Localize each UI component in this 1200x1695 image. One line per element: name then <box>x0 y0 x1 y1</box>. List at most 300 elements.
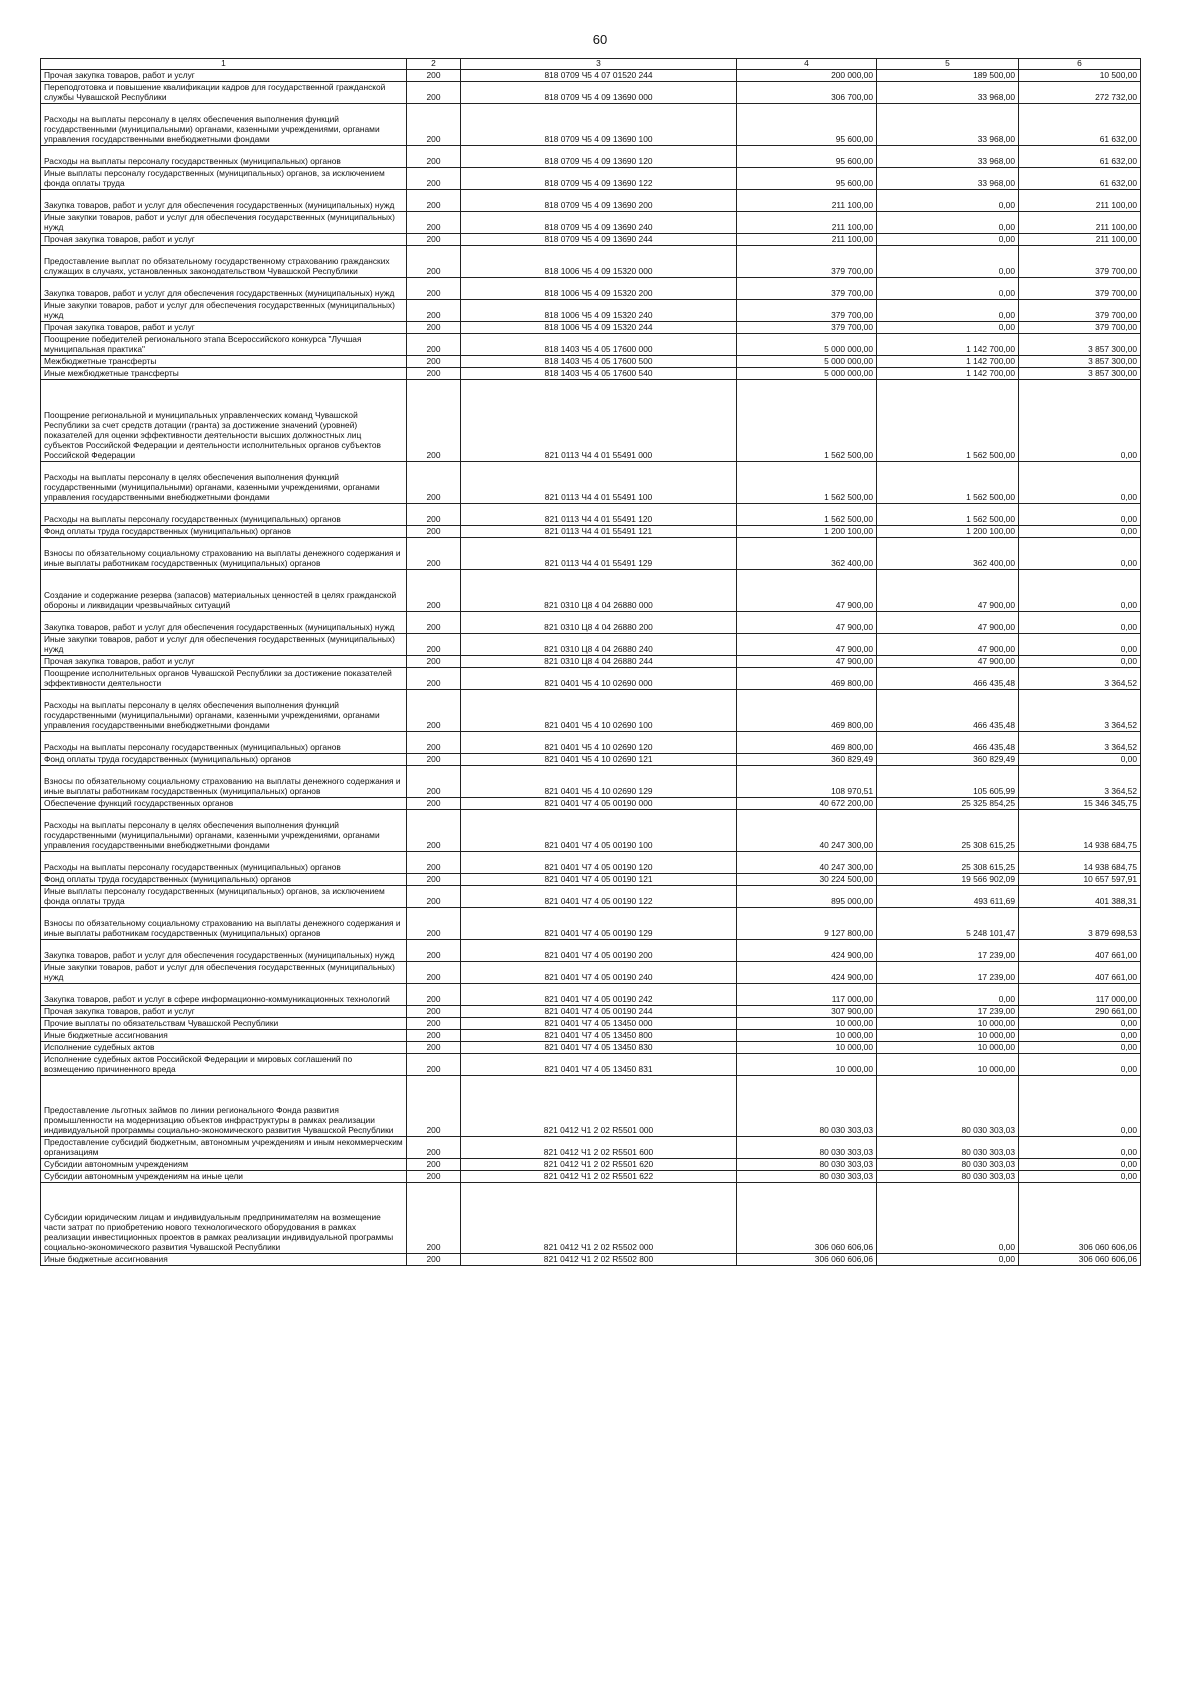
row-name-cell: Иные бюджетные ассигнования <box>41 1253 407 1265</box>
row-value-col5-cell: 493 611,69 <box>877 885 1019 907</box>
row-value-col6-cell: 0,00 <box>1019 655 1141 667</box>
row-value-col6-cell: 14 938 684,75 <box>1019 809 1141 851</box>
table-row <box>41 189 1141 211</box>
row-name-cell: Прочая закупка товаров, работ и услуг <box>41 655 407 667</box>
row-flag-cell: 200 <box>407 379 461 461</box>
row-name-cell: Фонд оплаты труда государственных (муниципальных) органов <box>41 525 407 537</box>
row-code-cell: 821 0401 Ч7 4 05 00190 122 <box>461 885 737 907</box>
row-flag-cell: 200 <box>407 1053 461 1075</box>
row-value-col4-cell: 10 000,00 <box>737 1041 877 1053</box>
row-value-col5-cell: 47 900,00 <box>877 611 1019 633</box>
row-name-cell: Закупка товаров, работ и услуг для обеспечения государственных (муниципальных) нужд <box>41 611 407 633</box>
row-value-col4-cell: 47 900,00 <box>737 611 877 633</box>
row-value-col5-cell: 1 562 500,00 <box>877 503 1019 525</box>
page-number: 60 <box>592 32 608 47</box>
row-value-col4-cell: 117 000,00 <box>737 983 877 1005</box>
row-name-cell: Предоставление льготных займов по линии регионального Фонда развития промышленности на модернизацию объектов инфраструктуры в рамках реализации индивидуальной программы социально-экономического развития Чувашской Республики <box>41 1075 407 1136</box>
column-header: 4 <box>737 59 877 70</box>
table-row <box>41 145 1141 167</box>
row-value-col5-cell: 1 142 700,00 <box>877 355 1019 367</box>
row-name-cell: Поощрение региональной и муниципальных управленческих команд Чувашской Республики за счет средств дотации (гранта) за достижение значений (уровней) показателей для оценки эффективности деятельности высших должностных лиц субъектов Российской Федерации и деятельности исполнительных органов субъектов Российской Федерации <box>41 379 407 461</box>
row-name-cell: Иные закупки товаров, работ и услуг для обеспечения государственных (муниципальных) нужд <box>41 633 407 655</box>
row-name-cell: Закупка товаров, работ и услуг для обеспечения государственных (муниципальных) нужд <box>41 189 407 211</box>
row-value-col6-cell: 3 857 300,00 <box>1019 333 1141 355</box>
row-value-col5-cell: 17 239,00 <box>877 961 1019 983</box>
row-value-col6-cell: 0,00 <box>1019 1158 1141 1170</box>
row-code-cell: 818 1403 Ч5 4 05 17600 500 <box>461 355 737 367</box>
row-value-col6-cell: 0,00 <box>1019 1017 1141 1029</box>
table-row <box>41 299 1141 321</box>
table-row <box>41 633 1141 655</box>
row-code-cell: 818 0709 Ч5 4 09 13690 122 <box>461 167 737 189</box>
row-value-col4-cell: 895 000,00 <box>737 885 877 907</box>
row-code-cell: 821 0401 Ч7 4 05 13450 800 <box>461 1029 737 1041</box>
column-header: 5 <box>877 59 1019 70</box>
row-code-cell: 818 1006 Ч5 4 09 15320 200 <box>461 277 737 299</box>
row-name-cell: Поощрение исполнительных органов Чувашской Республики за достижение показателей эффективности деятельности <box>41 667 407 689</box>
row-value-col5-cell: 19 566 902,09 <box>877 873 1019 885</box>
row-flag-cell: 200 <box>407 69 461 81</box>
row-value-col4-cell: 211 100,00 <box>737 233 877 245</box>
table-body <box>41 69 1141 1265</box>
table-row <box>41 69 1141 81</box>
row-code-cell: 821 0401 Ч7 4 05 00190 120 <box>461 851 737 873</box>
row-value-col4-cell: 80 030 303,03 <box>737 1158 877 1170</box>
table-row <box>41 961 1141 983</box>
row-name-cell: Прочая закупка товаров, работ и услуг <box>41 69 407 81</box>
row-flag-cell: 200 <box>407 355 461 367</box>
row-value-col4-cell: 40 247 300,00 <box>737 851 877 873</box>
row-value-col5-cell: 80 030 303,03 <box>877 1170 1019 1182</box>
row-value-col6-cell: 61 632,00 <box>1019 103 1141 145</box>
row-code-cell: 821 0113 Ч4 4 01 55491 120 <box>461 503 737 525</box>
table-row <box>41 379 1141 461</box>
row-code-cell: 821 0412 Ч1 2 02 R5501 000 <box>461 1075 737 1136</box>
row-value-col6-cell: 14 938 684,75 <box>1019 851 1141 873</box>
row-value-col6-cell: 0,00 <box>1019 379 1141 461</box>
row-flag-cell: 200 <box>407 1136 461 1158</box>
row-value-col6-cell: 211 100,00 <box>1019 211 1141 233</box>
table-row <box>41 765 1141 797</box>
column-header: 6 <box>1019 59 1141 70</box>
row-value-col4-cell: 1 200 100,00 <box>737 525 877 537</box>
row-value-col6-cell: 0,00 <box>1019 1029 1141 1041</box>
row-code-cell: 821 0412 Ч1 2 02 R5501 622 <box>461 1170 737 1182</box>
row-code-cell: 818 0709 Ч5 4 09 13690 120 <box>461 145 737 167</box>
row-name-cell: Расходы на выплаты персоналу в целях обеспечения выполнения функций государственными (муниципальными) органами, казенными учреждениями, органами управления государственными внебюджетными фондами <box>41 809 407 851</box>
row-value-col5-cell: 0,00 <box>877 211 1019 233</box>
row-flag-cell: 200 <box>407 525 461 537</box>
row-value-col5-cell: 0,00 <box>877 277 1019 299</box>
row-flag-cell: 200 <box>407 1075 461 1136</box>
row-value-col5-cell: 0,00 <box>877 1182 1019 1253</box>
row-value-col5-cell: 33 968,00 <box>877 81 1019 103</box>
row-code-cell: 821 0401 Ч7 4 05 13450 831 <box>461 1053 737 1075</box>
row-code-cell: 821 0401 Ч7 4 05 13450 000 <box>461 1017 737 1029</box>
row-code-cell: 818 1006 Ч5 4 09 15320 000 <box>461 245 737 277</box>
row-flag-cell: 200 <box>407 569 461 611</box>
row-flag-cell: 200 <box>407 367 461 379</box>
row-flag-cell: 200 <box>407 907 461 939</box>
row-value-col4-cell: 469 800,00 <box>737 731 877 753</box>
row-value-col6-cell: 3 857 300,00 <box>1019 355 1141 367</box>
row-flag-cell: 200 <box>407 1253 461 1265</box>
row-value-col4-cell: 80 030 303,03 <box>737 1136 877 1158</box>
row-value-col6-cell: 407 661,00 <box>1019 939 1141 961</box>
row-name-cell: Иные выплаты персоналу государственных (муниципальных) органов, за исключением фонда оплаты труда <box>41 885 407 907</box>
row-value-col6-cell: 0,00 <box>1019 611 1141 633</box>
row-flag-cell: 200 <box>407 81 461 103</box>
row-name-cell: Закупка товаров, работ и услуг для обеспечения государственных (муниципальных) нужд <box>41 939 407 961</box>
row-code-cell: 818 1006 Ч5 4 09 15320 244 <box>461 321 737 333</box>
row-name-cell: Обеспечение функций государственных органов <box>41 797 407 809</box>
row-name-cell: Расходы на выплаты персоналу в целях обеспечения выполнения функций государственными (муниципальными) органами, казенными учреждениями, органами управления государственными внебюджетными фондами <box>41 103 407 145</box>
row-value-col5-cell: 47 900,00 <box>877 655 1019 667</box>
row-flag-cell: 200 <box>407 873 461 885</box>
row-name-cell: Исполнение судебных актов Российской Федерации и мировых соглашений по возмещению причиненного вреда <box>41 1053 407 1075</box>
row-value-col6-cell: 407 661,00 <box>1019 961 1141 983</box>
row-code-cell: 821 0401 Ч5 4 10 02690 121 <box>461 753 737 765</box>
row-value-col4-cell: 379 700,00 <box>737 277 877 299</box>
row-value-col5-cell: 360 829,49 <box>877 753 1019 765</box>
row-value-col5-cell: 10 000,00 <box>877 1017 1019 1029</box>
table-row <box>41 1053 1141 1075</box>
table-row <box>41 333 1141 355</box>
row-name-cell: Взносы по обязательному социальному страхованию на выплаты денежного содержания и иные выплаты работникам государственных (муниципальных) органов <box>41 907 407 939</box>
row-value-col4-cell: 10 000,00 <box>737 1017 877 1029</box>
row-value-col5-cell: 80 030 303,03 <box>877 1136 1019 1158</box>
row-value-col6-cell: 0,00 <box>1019 1170 1141 1182</box>
row-name-cell: Прочая закупка товаров, работ и услуг <box>41 1005 407 1017</box>
table-row <box>41 689 1141 731</box>
table-row <box>41 321 1141 333</box>
table-row <box>41 81 1141 103</box>
row-flag-cell: 200 <box>407 765 461 797</box>
row-value-col4-cell: 307 900,00 <box>737 1005 877 1017</box>
table-row <box>41 731 1141 753</box>
row-flag-cell: 200 <box>407 1170 461 1182</box>
row-code-cell: 821 0412 Ч1 2 02 R5501 620 <box>461 1158 737 1170</box>
row-flag-cell: 200 <box>407 797 461 809</box>
row-name-cell: Субсидии юридическим лицам и индивидуальным предпринимателям на возмещение части затрат по приобретению нового технологического оборудования в рамках реализации инвестиционных проектов в рамках реализации индивидуальной программы социально-экономического развития Чувашской Республики <box>41 1182 407 1253</box>
row-code-cell: 821 0113 Ч4 4 01 55491 000 <box>461 379 737 461</box>
row-value-col5-cell: 80 030 303,03 <box>877 1158 1019 1170</box>
row-flag-cell: 200 <box>407 1158 461 1170</box>
row-value-col6-cell: 401 388,31 <box>1019 885 1141 907</box>
row-name-cell: Иные межбюджетные трансферты <box>41 367 407 379</box>
row-code-cell: 821 0401 Ч7 4 05 00190 129 <box>461 907 737 939</box>
column-header: 1 <box>41 59 407 70</box>
row-value-col4-cell: 40 247 300,00 <box>737 809 877 851</box>
row-value-col6-cell: 3 879 698,53 <box>1019 907 1141 939</box>
row-code-cell: 821 0401 Ч7 4 05 13450 830 <box>461 1041 737 1053</box>
row-value-col5-cell: 1 142 700,00 <box>877 333 1019 355</box>
row-flag-cell: 200 <box>407 809 461 851</box>
row-value-col4-cell: 95 600,00 <box>737 103 877 145</box>
row-name-cell: Иные бюджетные ассигнования <box>41 1029 407 1041</box>
row-value-col5-cell: 1 562 500,00 <box>877 379 1019 461</box>
row-value-col6-cell: 10 500,00 <box>1019 69 1141 81</box>
row-value-col4-cell: 10 000,00 <box>737 1029 877 1041</box>
row-value-col5-cell: 105 605,99 <box>877 765 1019 797</box>
row-value-col4-cell: 360 829,49 <box>737 753 877 765</box>
table-header <box>41 59 1141 70</box>
row-name-cell: Иные выплаты персоналу государственных (муниципальных) органов, за исключением фонда оплаты труда <box>41 167 407 189</box>
row-code-cell: 818 0709 Ч5 4 07 01520 244 <box>461 69 737 81</box>
row-value-col5-cell: 17 239,00 <box>877 939 1019 961</box>
table-row <box>41 873 1141 885</box>
row-value-col5-cell: 362 400,00 <box>877 537 1019 569</box>
row-value-col4-cell: 95 600,00 <box>737 145 877 167</box>
row-flag-cell: 200 <box>407 961 461 983</box>
row-name-cell: Фонд оплаты труда государственных (муниципальных) органов <box>41 873 407 885</box>
row-value-col6-cell: 306 060 606,06 <box>1019 1182 1141 1253</box>
row-value-col5-cell: 25 325 854,25 <box>877 797 1019 809</box>
row-value-col4-cell: 379 700,00 <box>737 245 877 277</box>
row-value-col5-cell: 1 562 500,00 <box>877 461 1019 503</box>
table-row <box>41 503 1141 525</box>
row-flag-cell: 200 <box>407 885 461 907</box>
row-name-cell: Исполнение судебных актов <box>41 1041 407 1053</box>
row-code-cell: 818 0709 Ч5 4 09 13690 240 <box>461 211 737 233</box>
row-value-col4-cell: 108 970,51 <box>737 765 877 797</box>
row-value-col5-cell: 0,00 <box>877 245 1019 277</box>
row-value-col5-cell: 189 500,00 <box>877 69 1019 81</box>
table-row <box>41 939 1141 961</box>
row-code-cell: 821 0401 Ч7 4 05 00190 240 <box>461 961 737 983</box>
row-value-col6-cell: 10 657 597,91 <box>1019 873 1141 885</box>
table-row <box>41 569 1141 611</box>
row-value-col4-cell: 80 030 303,03 <box>737 1170 877 1182</box>
row-value-col4-cell: 5 000 000,00 <box>737 333 877 355</box>
row-code-cell: 818 1006 Ч5 4 09 15320 240 <box>461 299 737 321</box>
row-code-cell: 821 0401 Ч7 4 05 00190 100 <box>461 809 737 851</box>
table-row <box>41 1041 1141 1053</box>
row-value-col6-cell: 211 100,00 <box>1019 189 1141 211</box>
row-value-col6-cell: 117 000,00 <box>1019 983 1141 1005</box>
table-row <box>41 245 1141 277</box>
row-flag-cell: 200 <box>407 233 461 245</box>
row-name-cell: Взносы по обязательному социальному страхованию на выплаты денежного содержания и иные выплаты работникам государственных (муниципальных) органов <box>41 765 407 797</box>
table-row <box>41 611 1141 633</box>
table-row <box>41 1075 1141 1136</box>
row-flag-cell: 200 <box>407 1005 461 1017</box>
row-name-cell: Взносы по обязательному социальному страхованию на выплаты денежного содержания и иные выплаты работникам государственных (муниципальных) органов <box>41 537 407 569</box>
row-value-col4-cell: 469 800,00 <box>737 667 877 689</box>
table-row <box>41 537 1141 569</box>
row-value-col5-cell: 0,00 <box>877 299 1019 321</box>
row-code-cell: 821 0401 Ч7 4 05 00190 200 <box>461 939 737 961</box>
row-code-cell: 821 0113 Ч4 4 01 55491 121 <box>461 525 737 537</box>
row-value-col4-cell: 306 700,00 <box>737 81 877 103</box>
row-value-col4-cell: 47 900,00 <box>737 569 877 611</box>
row-flag-cell: 200 <box>407 245 461 277</box>
row-value-col5-cell: 47 900,00 <box>877 569 1019 611</box>
row-flag-cell: 200 <box>407 611 461 633</box>
row-value-col4-cell: 47 900,00 <box>737 633 877 655</box>
table-row <box>41 1253 1141 1265</box>
row-code-cell: 821 0412 Ч1 2 02 R5502 800 <box>461 1253 737 1265</box>
row-value-col5-cell: 1 142 700,00 <box>877 367 1019 379</box>
row-code-cell: 821 0113 Ч4 4 01 55491 129 <box>461 537 737 569</box>
row-value-col4-cell: 47 900,00 <box>737 655 877 667</box>
row-value-col4-cell: 9 127 800,00 <box>737 907 877 939</box>
row-code-cell: 821 0310 Ц8 4 04 26880 244 <box>461 655 737 667</box>
row-value-col6-cell: 0,00 <box>1019 1053 1141 1075</box>
row-value-col6-cell: 379 700,00 <box>1019 277 1141 299</box>
row-value-col5-cell: 33 968,00 <box>877 103 1019 145</box>
row-value-col5-cell: 0,00 <box>877 1253 1019 1265</box>
row-flag-cell: 200 <box>407 851 461 873</box>
row-name-cell: Расходы на выплаты персоналу государственных (муниципальных) органов <box>41 731 407 753</box>
row-value-col4-cell: 30 224 500,00 <box>737 873 877 885</box>
row-name-cell: Прочие выплаты по обязательствам Чувашской Республики <box>41 1017 407 1029</box>
row-value-col4-cell: 362 400,00 <box>737 537 877 569</box>
row-value-col6-cell: 379 700,00 <box>1019 245 1141 277</box>
budget-table <box>40 58 1141 1266</box>
row-flag-cell: 200 <box>407 753 461 765</box>
row-name-cell: Иные закупки товаров, работ и услуг для обеспечения государственных (муниципальных) нужд <box>41 961 407 983</box>
table-row <box>41 1170 1141 1182</box>
row-flag-cell: 200 <box>407 145 461 167</box>
table-row <box>41 983 1141 1005</box>
table-row <box>41 797 1141 809</box>
table-row <box>41 167 1141 189</box>
row-value-col6-cell: 0,00 <box>1019 503 1141 525</box>
row-value-col5-cell: 33 968,00 <box>877 167 1019 189</box>
row-flag-cell: 200 <box>407 689 461 731</box>
column-header: 3 <box>461 59 737 70</box>
table-row <box>41 851 1141 873</box>
row-value-col5-cell: 466 435,48 <box>877 731 1019 753</box>
row-name-cell: Субсидии автономным учреждениям <box>41 1158 407 1170</box>
row-value-col6-cell: 61 632,00 <box>1019 167 1141 189</box>
table-row <box>41 233 1141 245</box>
row-value-col5-cell: 33 968,00 <box>877 145 1019 167</box>
row-code-cell: 821 0310 Ц8 4 04 26880 240 <box>461 633 737 655</box>
table-row <box>41 885 1141 907</box>
row-code-cell: 821 0401 Ч7 4 05 00190 242 <box>461 983 737 1005</box>
row-value-col6-cell: 61 632,00 <box>1019 145 1141 167</box>
row-code-cell: 821 0401 Ч5 4 10 02690 000 <box>461 667 737 689</box>
row-value-col6-cell: 0,00 <box>1019 569 1141 611</box>
row-value-col4-cell: 1 562 500,00 <box>737 461 877 503</box>
row-name-cell: Прочая закупка товаров, работ и услуг <box>41 321 407 333</box>
row-value-col5-cell: 25 308 615,25 <box>877 851 1019 873</box>
row-code-cell: 821 0310 Ц8 4 04 26880 000 <box>461 569 737 611</box>
row-value-col4-cell: 10 000,00 <box>737 1053 877 1075</box>
row-name-cell: Закупка товаров, работ и услуг в сфере информационно-коммуникационных технологий <box>41 983 407 1005</box>
row-value-col4-cell: 200 000,00 <box>737 69 877 81</box>
row-name-cell: Расходы на выплаты персоналу государственных (муниципальных) органов <box>41 503 407 525</box>
row-value-col4-cell: 424 900,00 <box>737 961 877 983</box>
row-flag-cell: 200 <box>407 189 461 211</box>
row-value-col6-cell: 379 700,00 <box>1019 299 1141 321</box>
column-header: 2 <box>407 59 461 70</box>
row-value-col4-cell: 80 030 303,03 <box>737 1075 877 1136</box>
row-name-cell: Расходы на выплаты персоналу государственных (муниципальных) органов <box>41 851 407 873</box>
row-value-col4-cell: 306 060 606,06 <box>737 1253 877 1265</box>
row-value-col4-cell: 306 060 606,06 <box>737 1182 877 1253</box>
row-value-col5-cell: 10 000,00 <box>877 1053 1019 1075</box>
row-name-cell: Прочая закупка товаров, работ и услуг <box>41 233 407 245</box>
row-name-cell: Предоставление выплат по обязательному государственному страхованию гражданских служащих в случаях, установленных законодательством Чувашской Республики <box>41 245 407 277</box>
row-code-cell: 818 0709 Ч5 4 09 13690 244 <box>461 233 737 245</box>
row-value-col6-cell: 0,00 <box>1019 1041 1141 1053</box>
table-row <box>41 907 1141 939</box>
table-row <box>41 1017 1141 1029</box>
row-name-cell: Закупка товаров, работ и услуг для обеспечения государственных (муниципальных) нужд <box>41 277 407 299</box>
row-value-col4-cell: 211 100,00 <box>737 189 877 211</box>
row-value-col6-cell: 15 346 345,75 <box>1019 797 1141 809</box>
row-flag-cell: 200 <box>407 633 461 655</box>
row-value-col4-cell: 469 800,00 <box>737 689 877 731</box>
row-code-cell: 818 0709 Ч5 4 09 13690 200 <box>461 189 737 211</box>
row-value-col4-cell: 379 700,00 <box>737 321 877 333</box>
table-row <box>41 809 1141 851</box>
row-value-col6-cell: 3 364,52 <box>1019 667 1141 689</box>
row-flag-cell: 200 <box>407 1041 461 1053</box>
row-value-col5-cell: 0,00 <box>877 983 1019 1005</box>
row-code-cell: 818 0709 Ч5 4 09 13690 000 <box>461 81 737 103</box>
row-flag-cell: 200 <box>407 731 461 753</box>
row-code-cell: 818 0709 Ч5 4 09 13690 100 <box>461 103 737 145</box>
row-value-col4-cell: 379 700,00 <box>737 299 877 321</box>
row-value-col4-cell: 5 000 000,00 <box>737 355 877 367</box>
row-flag-cell: 200 <box>407 503 461 525</box>
row-value-col5-cell: 47 900,00 <box>877 633 1019 655</box>
table-row <box>41 1136 1141 1158</box>
row-value-col5-cell: 1 200 100,00 <box>877 525 1019 537</box>
row-value-col6-cell: 0,00 <box>1019 537 1141 569</box>
row-value-col6-cell: 0,00 <box>1019 1136 1141 1158</box>
row-value-col5-cell: 17 239,00 <box>877 1005 1019 1017</box>
row-value-col5-cell: 0,00 <box>877 189 1019 211</box>
row-name-cell: Расходы на выплаты персоналу в целях обеспечения выполнения функций государственными (муниципальными) органами, казенными учреждениями, органами управления государственными внебюджетными фондами <box>41 689 407 731</box>
row-name-cell: Расходы на выплаты персоналу в целях обеспечения выполнения функций государственными (муниципальными) органами, казенными учреждениями, органами управления государственными внебюджетными фондами <box>41 461 407 503</box>
row-value-col4-cell: 40 672 200,00 <box>737 797 877 809</box>
row-flag-cell: 200 <box>407 299 461 321</box>
table-row <box>41 525 1141 537</box>
row-value-col6-cell: 3 857 300,00 <box>1019 367 1141 379</box>
row-value-col4-cell: 95 600,00 <box>737 167 877 189</box>
row-name-cell: Переподготовка и повышение квалификации кадров для государственной гражданской службы Чувашской Республики <box>41 81 407 103</box>
row-value-col6-cell: 3 364,52 <box>1019 689 1141 731</box>
row-value-col4-cell: 211 100,00 <box>737 211 877 233</box>
row-flag-cell: 200 <box>407 167 461 189</box>
row-value-col6-cell: 272 732,00 <box>1019 81 1141 103</box>
row-name-cell: Иные закупки товаров, работ и услуг для обеспечения государственных (муниципальных) нужд <box>41 211 407 233</box>
row-flag-cell: 200 <box>407 1029 461 1041</box>
row-value-col6-cell: 290 661,00 <box>1019 1005 1141 1017</box>
row-name-cell: Субсидии автономным учреждениям на иные цели <box>41 1170 407 1182</box>
row-code-cell: 821 0401 Ч5 4 10 02690 100 <box>461 689 737 731</box>
table-row <box>41 461 1141 503</box>
row-name-cell: Создание и содержание резерва (запасов) материальных ценностей в целях гражданской обороны и ликвидации чрезвычайных ситуаций <box>41 569 407 611</box>
row-code-cell: 821 0310 Ц8 4 04 26880 200 <box>461 611 737 633</box>
row-value-col4-cell: 1 562 500,00 <box>737 503 877 525</box>
row-value-col4-cell: 5 000 000,00 <box>737 367 877 379</box>
row-flag-cell: 200 <box>407 1182 461 1253</box>
row-value-col5-cell: 466 435,48 <box>877 689 1019 731</box>
row-value-col5-cell: 10 000,00 <box>877 1041 1019 1053</box>
row-value-col6-cell: 3 364,52 <box>1019 765 1141 797</box>
row-code-cell: 821 0401 Ч7 4 05 00190 244 <box>461 1005 737 1017</box>
table-row <box>41 1029 1141 1041</box>
table-row <box>41 367 1141 379</box>
table-row <box>41 1158 1141 1170</box>
row-flag-cell: 200 <box>407 333 461 355</box>
